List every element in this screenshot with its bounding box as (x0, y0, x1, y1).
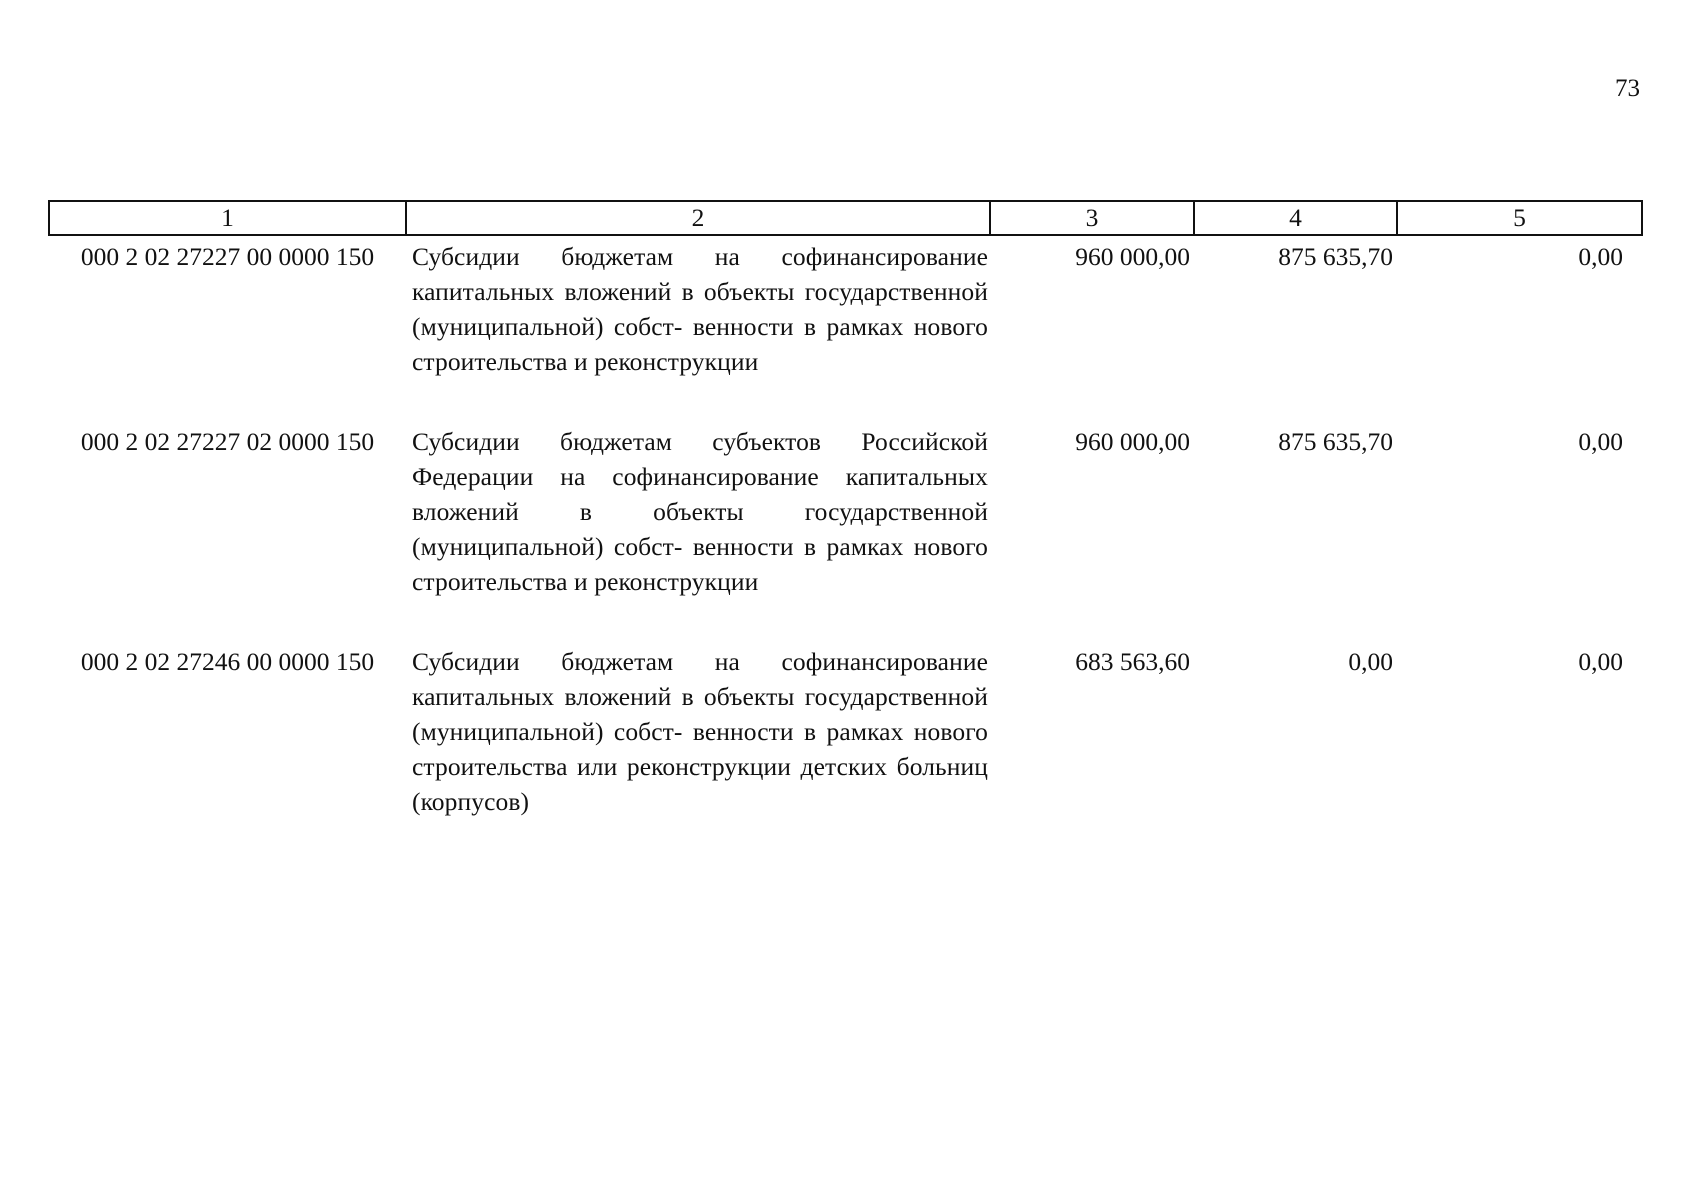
table-body (49, 235, 1642, 819)
page-number: 73 (1615, 75, 1640, 102)
budget-revenue-table (48, 200, 1643, 819)
header-row (49, 201, 1642, 235)
header-col-3: 3 (990, 201, 1194, 235)
row-name: Субсидии бюджетам на софинансирование капитальных вложений в объекты государственной (муниципальной) собст- венности в рамках нового строительства или реконструкции детских больниц (корпусов) (412, 647, 988, 816)
row-value-col4: 0,00 (1348, 647, 1393, 676)
row-name: Субсидии бюджетам субъектов Российской Федерации на софинансирование капитальных вложений в объекты государственной (муниципальной) собст- венности в рамках нового строительства и реконструкции (412, 427, 988, 596)
table-row (49, 421, 1642, 641)
header-col-5: 5 (1397, 201, 1642, 235)
row-value-col5: 0,00 (1578, 647, 1623, 676)
row-value-col4: 875 635,70 (1278, 242, 1393, 271)
row-value-col5: 0,00 (1578, 242, 1623, 271)
row-name: Субсидии бюджетам на софинансирование капитальных вложений в объекты государственной (муниципальной) собст- венности в рамках нового строительства и реконструкции (412, 242, 988, 376)
table-header (49, 201, 1642, 235)
header-col-2: 2 (406, 201, 990, 235)
row-value-col3: 960 000,00 (1075, 427, 1190, 456)
row-value-col5: 0,00 (1578, 427, 1623, 456)
table-row (49, 641, 1642, 819)
row-value-col3: 960 000,00 (1075, 242, 1190, 271)
row-value-col4: 875 635,70 (1278, 427, 1393, 456)
row-code: 000 2 02 27227 00 0000 150 (80, 242, 375, 271)
table-row (49, 235, 1642, 421)
row-code: 000 2 02 27246 00 0000 150 (80, 647, 375, 676)
header-col-1: 1 (49, 201, 406, 235)
row-value-col3: 683 563,60 (1075, 647, 1190, 676)
header-col-4: 4 (1194, 201, 1397, 235)
row-code: 000 2 02 27227 02 0000 150 (80, 427, 375, 456)
